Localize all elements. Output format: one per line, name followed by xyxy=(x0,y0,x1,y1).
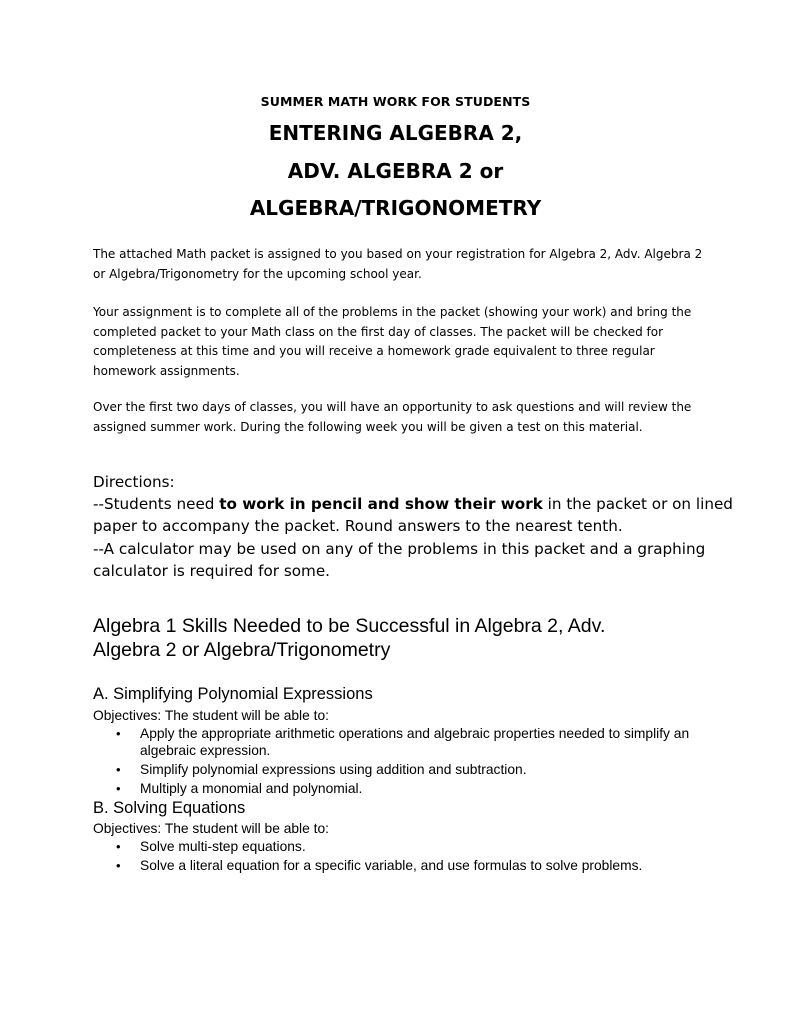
section-a-objectives-list xyxy=(116,725,696,799)
list-item xyxy=(116,725,696,759)
direction-1-text-end: in the packet or on lined xyxy=(542,495,733,514)
direction-1-text: --Students need xyxy=(93,495,220,514)
direction-item-1 xyxy=(93,493,733,515)
list-item-text: Apply the appropriate arithmetic operations and algebraic properties needed to simplify an algebraic expression. xyxy=(140,726,690,758)
direction-item-2-cont: calculator is required for some. xyxy=(93,561,331,580)
section-b-objectives-list xyxy=(116,838,696,876)
bullet-icon: • xyxy=(116,858,121,873)
skills-heading xyxy=(93,614,713,662)
bullet-icon: • xyxy=(116,781,121,796)
directions-block xyxy=(93,471,733,582)
bullet-icon: • xyxy=(116,762,121,777)
skills-heading-line-2: Algebra 2 or Algebra/Trigonometry xyxy=(93,639,391,661)
list-item xyxy=(116,780,696,797)
directions-heading: Directions: xyxy=(93,473,175,491)
header-small-title: SUMMER MATH WORK FOR STUDENTS xyxy=(260,94,531,109)
header-title-line-2: ADV. ALGEBRA 2 or xyxy=(287,159,504,183)
section-b-objective: Objectives: The student will be able to: xyxy=(93,821,329,836)
intro-paragraph-1: The attached Math packet is assigned to you based on your registration for Algebra 2, Adv. Algebra 2 or Algebra/Trigonometry for the upcoming school year. xyxy=(93,247,703,281)
list-item xyxy=(116,838,696,855)
bullet-icon: • xyxy=(116,726,121,741)
header-title-line-1: ENTERING ALGEBRA 2, xyxy=(268,121,523,145)
skills-heading-line-1: Algebra 1 Skills Needed to be Successful in Algebra 2, Adv. xyxy=(93,615,606,637)
section-a-title: A. Simplifying Polynomial Expressions xyxy=(93,685,373,703)
list-item-text: Multiply a monomial and polynomial. xyxy=(140,781,363,796)
list-item xyxy=(116,857,696,874)
section-a-objective: Objectives: The student will be able to: xyxy=(93,708,329,723)
intro-paragraph-2: Your assignment is to complete all of the problems in the packet (showing your work) and bring the completed packet to your Math class on the first day of classes. The packet will be checked for completeness at this time and you will receive a homework grade equivalent to three regular homework assignments. xyxy=(93,305,692,378)
intro-paragraph-3: Over the first two days of classes, you will have an opportunity to ask questions and will review the assigned summer work. During the following week you will be given a test on this material. xyxy=(93,400,692,434)
direction-1-emphasis: to work in pencil and show their work xyxy=(219,495,543,514)
list-item-text: Solve a literal equation for a specific variable, and use formulas to solve problems. xyxy=(140,858,643,873)
list-item xyxy=(116,761,696,778)
header-title-line-3: ALGEBRA/TRIGONOMETRY xyxy=(249,196,542,220)
direction-item-1-cont: paper to accompany the packet. Round answers to the nearest tenth. xyxy=(93,517,623,536)
list-item-text: Simplify polynomial expressions using addition and subtraction. xyxy=(140,762,527,777)
section-b-title: B. Solving Equations xyxy=(93,799,246,817)
bullet-icon: • xyxy=(116,839,121,854)
direction-item-2: --A calculator may be used on any of the problems in this packet and a graphing xyxy=(93,539,706,558)
list-item-text: Solve multi-step equations. xyxy=(140,839,306,854)
